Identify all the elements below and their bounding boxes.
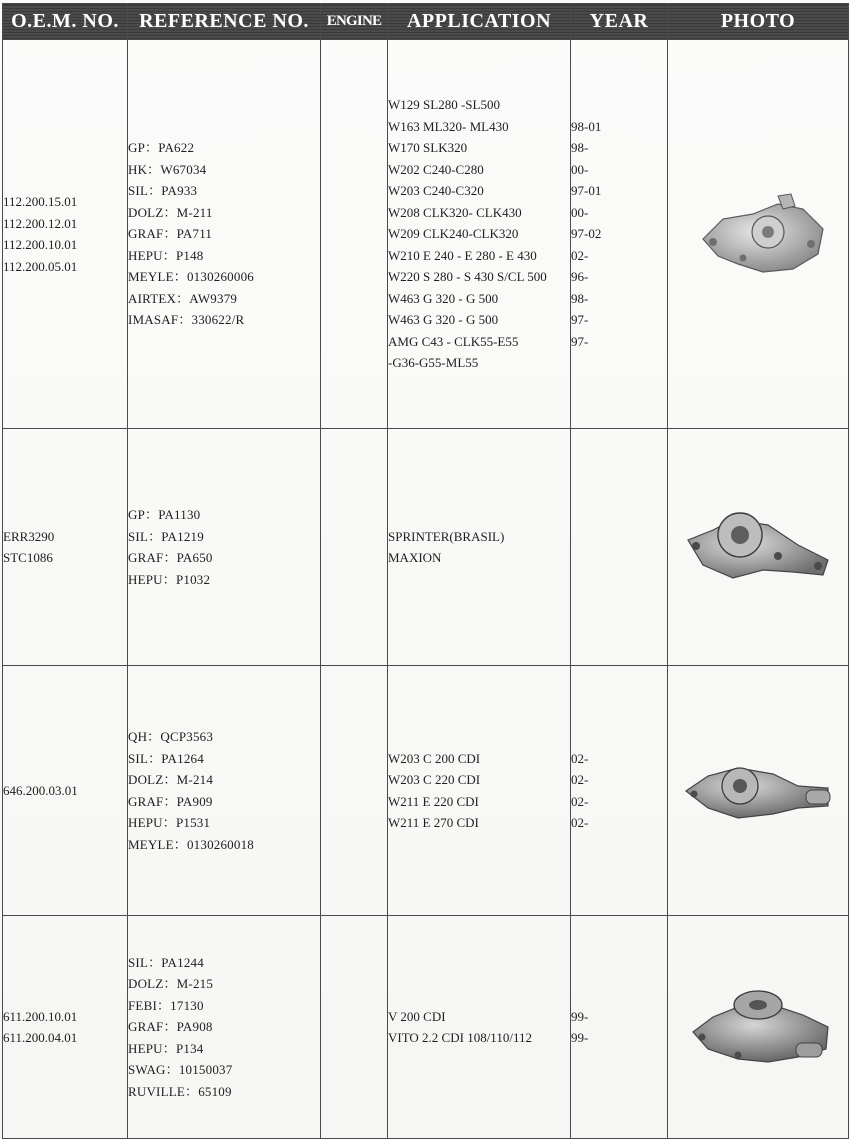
year-line: 02-	[571, 772, 589, 787]
oem-cell	[3, 916, 128, 1139]
photo-cell	[668, 666, 849, 916]
reference-line: SIL：PA1219	[128, 528, 204, 544]
year-line: 96-	[571, 269, 589, 285]
application-line: W211 E 270 CDI	[388, 815, 479, 830]
reference-line: DOLZ：M-214	[128, 772, 214, 787]
year-line: 97-	[571, 312, 589, 328]
reference-line: DOLZ：M-211	[128, 204, 213, 220]
application-line: W170 SLK320	[388, 140, 468, 156]
oem-line: 112.200.15.01	[3, 194, 78, 209]
year-line: 98-	[571, 140, 589, 156]
year-line: 00-	[571, 204, 589, 220]
reference-line: HEPU：P148	[128, 247, 204, 263]
engine-cell	[321, 40, 388, 429]
engine-cell	[321, 916, 388, 1139]
application-cell	[388, 40, 571, 429]
application-line: W163 ML320- ML430	[388, 118, 509, 134]
reference-line: DOLZ：M-215	[128, 976, 214, 992]
table-row	[3, 40, 849, 429]
reference-line: GRAF：PA650	[128, 550, 213, 565]
photo-cell	[668, 916, 849, 1139]
application-line: MAXION	[388, 550, 442, 565]
header-row	[3, 4, 849, 40]
header-reference: REFERENCE NO.	[128, 4, 321, 40]
oem-line: 112.200.10.01	[3, 237, 78, 252]
reference-cell	[128, 40, 321, 429]
application-line: W463 G 320 - G 500	[388, 312, 499, 328]
reference-cell	[128, 916, 321, 1139]
application-line: W203 C 200 CDI	[388, 750, 481, 766]
application-line: W202 C240-C280	[388, 161, 484, 177]
header-year: YEAR	[571, 4, 668, 40]
engine-cell	[321, 429, 388, 666]
year-line: 98-	[571, 290, 589, 306]
year-line: 97-	[571, 333, 589, 349]
reference-line: RUVILLE：65109	[128, 1083, 232, 1099]
oem-cell	[3, 40, 128, 429]
application-line: W203 C 220 CDI	[388, 772, 481, 787]
header-engine: ENGINE	[321, 4, 388, 40]
reference-line: GRAF：PA909	[128, 793, 213, 809]
reference-line: GRAF：PA711	[128, 226, 213, 242]
application-line: V 200 CDI	[388, 1008, 446, 1024]
year-line: 02-	[571, 815, 589, 830]
oem-line: 611.200.04.01	[3, 1030, 78, 1045]
oem-line: STC1086	[3, 550, 53, 565]
oem-line: 646.200.03.01	[3, 782, 78, 798]
reference-line: QH：QCP3563	[128, 729, 214, 744]
application-line: SPRINTER(BRASIL)	[388, 528, 505, 544]
application-line: W210 E 240 - E 280 - E 430	[388, 247, 537, 263]
application-line: W220 S 280 - S 430 S/CL 500	[388, 269, 547, 285]
reference-line: SIL：PA1244	[128, 954, 204, 970]
reference-line: GRAF：PA908	[128, 1019, 213, 1035]
reference-line: SIL：PA933	[128, 183, 198, 199]
header-application: APPLICATION	[388, 4, 571, 40]
year-line: 02-	[571, 750, 589, 766]
reference-cell	[128, 429, 321, 666]
oem-line: 611.200.10.01	[3, 1008, 78, 1024]
water-pump-photo	[678, 977, 838, 1077]
oem-line: 112.200.05.01	[3, 258, 78, 274]
application-line: W211 E 220 CDI	[388, 793, 479, 809]
reference-line: HEPU：P1032	[128, 571, 211, 587]
application-line: VITO 2.2 CDI 108/110/112	[388, 1030, 532, 1045]
oem-cell	[3, 429, 128, 666]
reference-line: AIRTEX：AW9379	[128, 290, 238, 306]
photo-cell	[668, 429, 849, 666]
year-line: 99-	[571, 1030, 589, 1045]
application-line: W463 G 320 - G 500	[388, 290, 499, 306]
application-line: AMG C43 - CLK55-E55	[388, 333, 519, 349]
application-line: W203 C240-C320	[388, 183, 484, 199]
year-cell	[571, 666, 668, 916]
table-row	[3, 916, 849, 1139]
reference-cell	[128, 666, 321, 916]
reference-line: IMASAF：330622/R	[128, 312, 245, 328]
reference-line: HEPU：P1531	[128, 815, 211, 830]
year-cell	[571, 40, 668, 429]
header-photo: PHOTO	[668, 4, 849, 40]
application-line: W208 CLK320- CLK430	[388, 204, 522, 220]
water-pump-photo	[683, 184, 833, 284]
header-oem: O.E.M. NO.	[3, 4, 128, 40]
application-line: W129 SL280 -SL500	[388, 97, 500, 113]
reference-line: HEPU：P134	[128, 1040, 204, 1056]
reference-line: MEYLE：0130260018	[128, 836, 254, 852]
application-cell	[388, 916, 571, 1139]
reference-line: GP：PA622	[128, 140, 195, 156]
reference-line: GP：PA1130	[128, 507, 201, 522]
engine-cell	[321, 666, 388, 916]
application-line: W209 CLK240-CLK320	[388, 226, 519, 242]
year-line: 99-	[571, 1008, 589, 1024]
table-row	[3, 429, 849, 666]
oem-cell	[3, 666, 128, 916]
water-pump-catalog-table	[2, 3, 849, 1139]
table-row	[3, 666, 849, 916]
year-line: 02-	[571, 793, 589, 809]
application-cell	[388, 429, 571, 666]
year-cell	[571, 916, 668, 1139]
reference-line: SWAG：10150037	[128, 1062, 233, 1078]
water-pump-photo	[678, 500, 838, 595]
water-pump-photo	[678, 746, 838, 836]
reference-line: SIL：PA1264	[128, 750, 204, 766]
year-cell	[571, 429, 668, 666]
reference-line: HK：W67034	[128, 161, 207, 177]
reference-line: MEYLE：0130260006	[128, 269, 254, 285]
year-line: 02-	[571, 247, 589, 263]
application-cell	[388, 666, 571, 916]
photo-cell	[668, 40, 849, 429]
oem-line: 112.200.12.01	[3, 215, 78, 231]
year-line: 97-02	[571, 226, 602, 242]
application-line: -G36-G55-ML55	[388, 355, 479, 371]
year-line: 00-	[571, 161, 589, 177]
oem-line: ERR3290	[3, 528, 55, 544]
year-line: 97-01	[571, 183, 602, 199]
year-line: 98-01	[571, 118, 602, 134]
reference-line: FEBI：17130	[128, 997, 204, 1013]
